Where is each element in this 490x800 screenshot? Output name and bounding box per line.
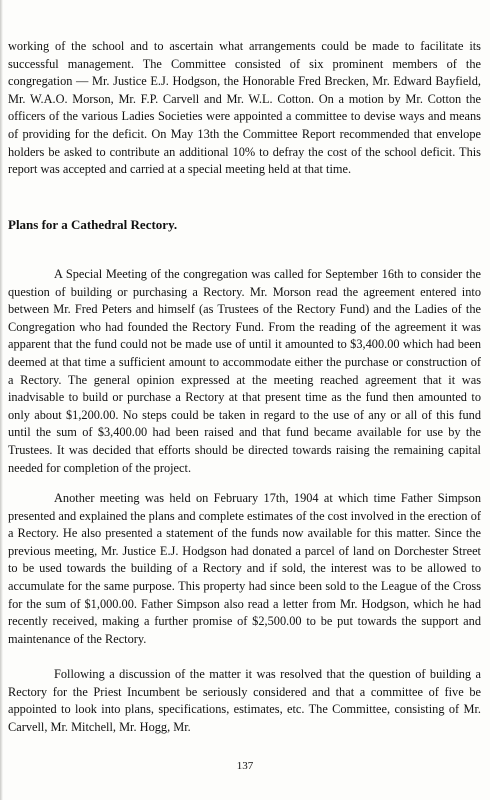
page-number: 137 (236, 760, 254, 772)
section-heading: Plans for a Cathedral Rectory. (8, 217, 178, 232)
paragraph-special-meeting: A Special Meeting of the congregation was called for September 16th to consider the question of building or purchasing a Rectory. Mr. Morson read the agreement entered into between Mr. Fred Peters and himself (as Trustees of the Rectory Fund) and the Ladies of the Congregation who had founded the Rectory Fund. From the reading of the agreement it was apparent that the fund could not be made use of until it amounted to $3,400.00 which had been deemed at that time a sufficient amount to accommodate either the purchase or construction of a Rectory. The general opinion expressed at the meeting reached agreement that it was inadvisable to build or purchase a Rectory at that present time as the fund then amounted to only about $1,200.00. No steps could be taken in regard to the use of any or all of this fund until the sum of $3,400.00 had been raised and that fund became available for use by the Trustees. It was decided that efforts should be directed towards raising the remaining capital needed for completion of the project. (8, 267, 481, 475)
paragraph-committee-resolution: Following a discussion of the matter it was resolved that the question of building a Rectory for the Priest Incumbent be seriously considered and that a committee of five be appointed to look into plans, specifications, estimates, etc. The Committee, consisting of Mr. Carvell, Mr. Mitchell, Mr. Hogg, Mr. (8, 667, 481, 734)
scan-edge-shadow (0, 0, 3, 800)
opening-paragraph: working of the school and to ascertain what arrangements could be made to facilitate its successful management. The Committee consisted of six prominent members of the congregation — Mr. Justice E.J. Hodgson, the Honorable Fred Brecken, Mr. Edward Bayfield, Mr. W.A.O. Morson, Mr. F.P. Carvell and Mr. W.L. Cotton. On a motion by Mr. Cotton the officers of the various Ladies Societies were appointed a committee to devise ways and means of providing for the deficit. On May 13th the Committee Report recommended that envelope holders be asked to contribute an additional 10% to defray the cost of the school deficit. This report was accepted and carried at a special meeting held at that time. (8, 39, 481, 177)
paragraph-february-meeting: Another meeting was held on February 17th, 1904 at which time Father Simpson presented and explained the plans and complete estimates of the cost involved in the erection of a Rectory. He also presented a statement of the funds now available for this matter. Since the previous meeting, Mr. Justice E.J. Hodgson had donated a parcel of land on Dorchester Street to be used towards the building of a Rectory and if sold, the interest was to be allowed to accumulate for the same purpose. This property had since been sold to the League of the Cross for the sum of $1,000.00. Father Simpson also read a letter from Mr. Hodgson, which he had recently received, making a further promise of $2,500.00 to be put towards the support and maintenance of the Rectory. (8, 491, 481, 646)
